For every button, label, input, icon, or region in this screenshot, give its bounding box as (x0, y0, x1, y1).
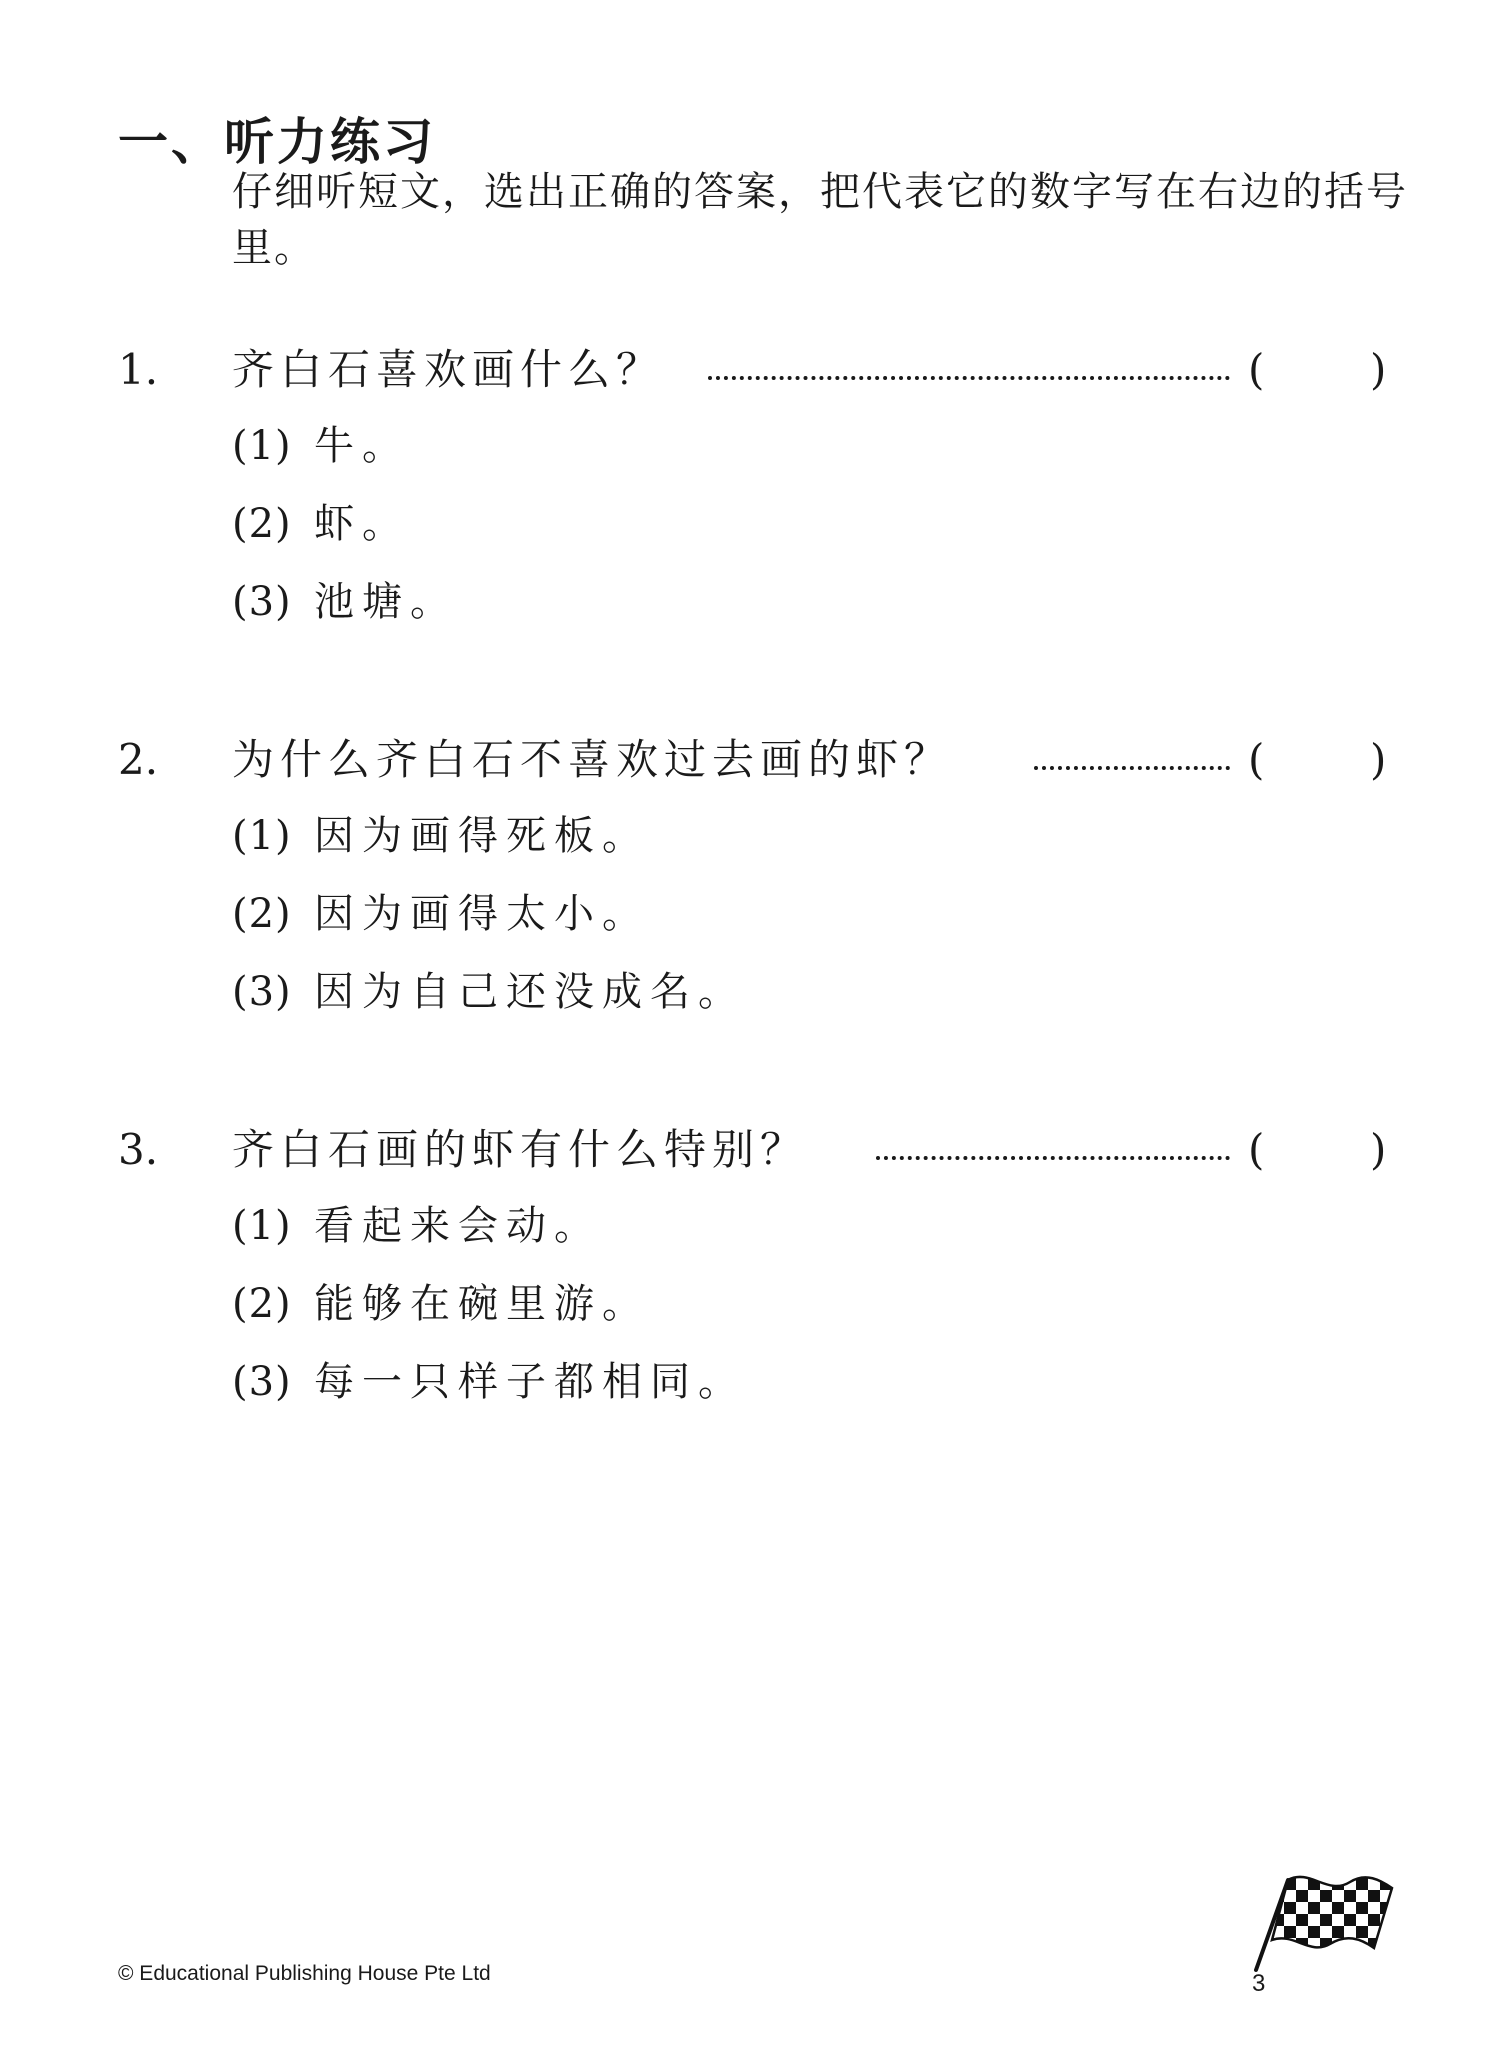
answer-paren-open: ( (1248, 345, 1265, 394)
answer-paren-close: ) (1370, 345, 1387, 394)
option-label: (2) (232, 1281, 292, 1327)
option-label: (3) (232, 579, 292, 625)
answer-leader-dots (1034, 766, 1230, 770)
checkered-flag-icon (1248, 1866, 1398, 1980)
option-text: 能够在碗里游。 (314, 1281, 650, 1327)
option-2-1 (232, 806, 650, 866)
option-label: (3) (232, 1359, 292, 1405)
option-3-2 (232, 1274, 650, 1334)
option-label: (2) (232, 891, 292, 937)
option-text: 每一只样子都相同。 (314, 1359, 746, 1405)
option-text: 牛。 (314, 423, 410, 469)
page-number: 3 (1252, 1970, 1266, 1997)
option-text: 看起来会动。 (314, 1203, 602, 1249)
question-number: 2. (118, 735, 159, 784)
answer-paren-open: ( (1248, 735, 1265, 784)
option-text: 虾。 (314, 501, 410, 547)
question-number: 3. (118, 1125, 159, 1174)
option-label: (1) (232, 423, 292, 469)
question-text: 齐白石喜欢画什么？ (232, 345, 665, 394)
option-label: (1) (232, 813, 292, 859)
answer-paren-close: ) (1370, 735, 1387, 784)
option-text: 池塘。 (314, 579, 458, 625)
answer-leader-dots (876, 1156, 1230, 1160)
answer-paren-open: ( (1248, 1125, 1265, 1174)
option-1-1 (232, 416, 410, 476)
section-title: 一、听力练习 (118, 113, 436, 171)
option-label: (1) (232, 1203, 292, 1249)
option-label: (2) (232, 501, 292, 547)
question-text: 齐白石画的虾有什么特别？ (232, 1125, 809, 1174)
option-text: 因为画得死板。 (314, 813, 650, 859)
option-1-2 (232, 494, 410, 554)
option-1-3 (232, 572, 458, 632)
option-2-3 (232, 962, 746, 1022)
copyright-footer: © Educational Publishing House Pte Ltd (118, 1962, 491, 1985)
section-instruction: 仔细听短文，选出正确的答案，把代表它的数字写在右边的括号里。 (232, 169, 1408, 271)
question-text: 为什么齐白石不喜欢过去画的虾？ (232, 735, 953, 784)
question-number: 1. (118, 345, 159, 394)
option-3-3 (232, 1352, 746, 1412)
option-text: 因为自己还没成名。 (314, 969, 746, 1015)
option-label: (3) (232, 969, 292, 1015)
answer-leader-dots (708, 376, 1230, 380)
option-2-2 (232, 884, 650, 944)
option-text: 因为画得太小。 (314, 891, 650, 937)
answer-paren-close: ) (1370, 1125, 1387, 1174)
option-3-1 (232, 1196, 602, 1256)
